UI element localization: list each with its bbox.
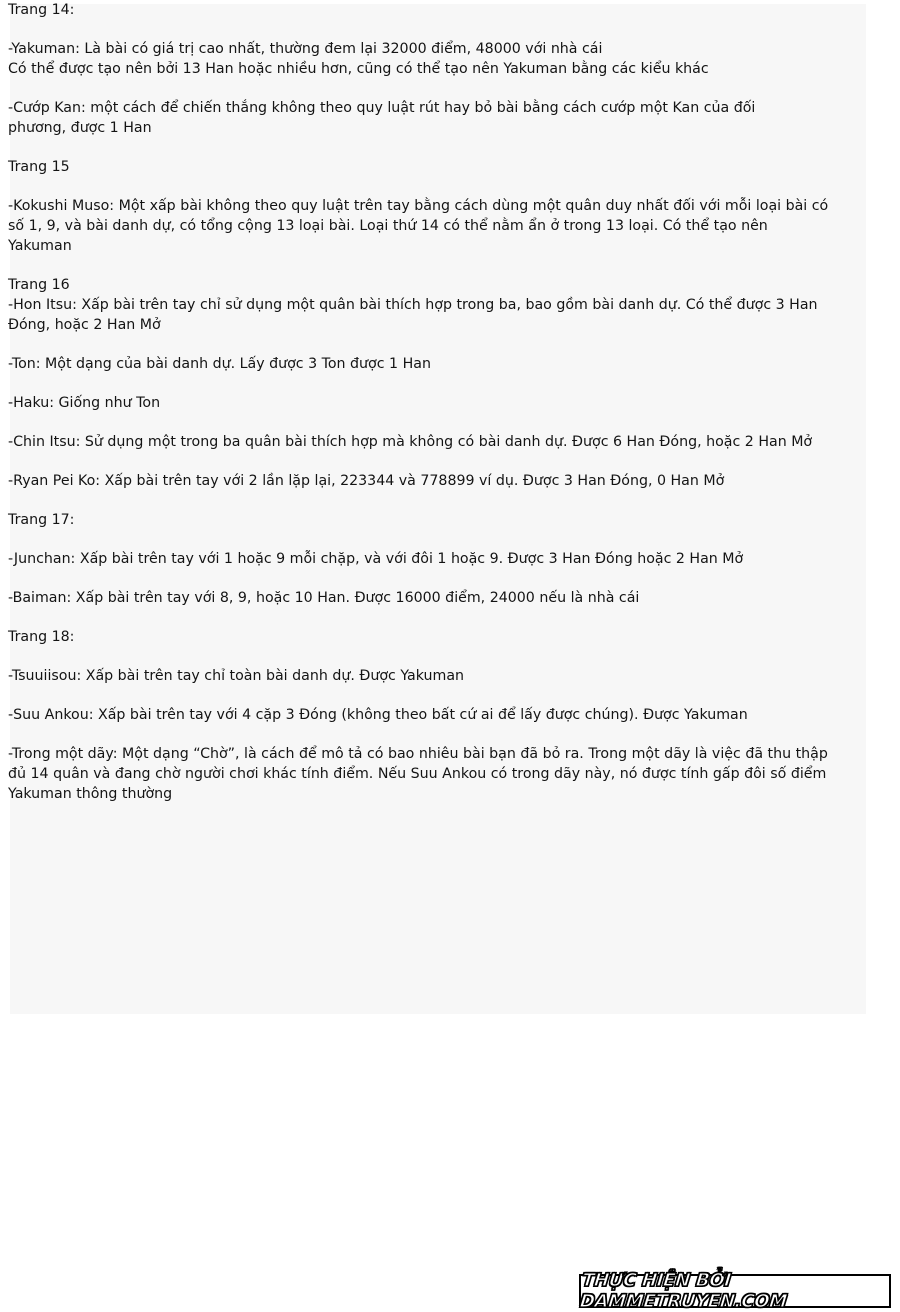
paragraph: -Cướp Kan: một cách để chiến thắng không theo quy luật rút hay bỏ bài bằng cách cướp một Kan của đối phương, được 1 Han bbox=[8, 100, 756, 136]
credit-text: THỰC HIỆN BỞI DAMMETRUYEN.COM bbox=[578, 1270, 788, 1312]
paragraph: Trang 15 bbox=[8, 159, 70, 175]
paragraph: -Ryan Pei Ko: Xấp bài trên tay với 2 lần lặp lại, 223344 và 778899 ví dụ. Được 3 Han Đóng, 0 Han Mở bbox=[8, 473, 725, 489]
paragraph-gap bbox=[8, 647, 858, 666]
paragraph-gap bbox=[8, 374, 858, 393]
paragraph-gap bbox=[8, 686, 858, 705]
paragraph: Trang 16 -Hon Itsu: Xấp bài trên tay chỉ sử dụng một quân bài thích hợp trong ba, bao gồm bài danh dự. Có thể được 3 Han Đóng, hoặc 2 Han Mở bbox=[8, 277, 818, 333]
paragraph-gap bbox=[8, 413, 858, 432]
paragraph: -Ton: Một dạng của bài danh dự. Lấy được 3 Ton được 1 Han bbox=[8, 356, 431, 372]
paragraph-gap bbox=[8, 608, 858, 627]
paragraph: -Kokushi Muso: Một xấp bài không theo quy luật trên tay bằng cách dùng một quân duy nhất đối với mỗi loại bài có số 1, 9, và bài danh dự, có tổng cộng 13 loại bài. Loại thứ 14 có thể nằm ẩn ở trong 13 loại. Có thể tạo nên Yakuman bbox=[8, 198, 829, 254]
paragraph: -Tsuuiisou: Xấp bài trên tay chỉ toàn bài danh dự. Được Yakuman bbox=[8, 668, 465, 684]
paragraph-gap bbox=[8, 491, 858, 510]
credit-badge bbox=[578, 1270, 891, 1312]
paragraph: -Haku: Giống như Ton bbox=[8, 395, 161, 411]
paragraph-gap bbox=[8, 177, 858, 196]
paragraph-gap bbox=[8, 335, 858, 354]
paragraph-gap bbox=[8, 20, 858, 39]
paragraph: -Yakuman: Là bài có giá trị cao nhất, thường đem lại 32000 điểm, 48000 với nhà cái Có thể được tạo nên bởi 13 Han hoặc nhiều hơn, cũng có thể tạo nên Yakuman bằng các kiểu khác bbox=[8, 41, 709, 77]
paragraph: -Junchan: Xấp bài trên tay với 1 hoặc 9 mỗi chặp, và với đôi 1 hoặc 9. Được 3 Han Đóng hoặc 2 Han Mở bbox=[8, 551, 744, 567]
paragraph-gap bbox=[8, 569, 858, 588]
paragraph-gap bbox=[8, 79, 858, 98]
paragraph-gap bbox=[8, 256, 858, 275]
paragraph: Trang 18: bbox=[8, 629, 75, 645]
paragraph-gap bbox=[8, 138, 858, 157]
paragraph: Trang 17: bbox=[8, 512, 75, 528]
paragraph-gap bbox=[8, 452, 858, 471]
translation-notes bbox=[8, 0, 858, 804]
paragraph: -Trong một dãy: Một dạng “Chờ”, là cách để mô tả có bao nhiêu bài bạn đã bỏ ra. Trong một dãy là việc đã thu thập đủ 14 quân và đang chờ người chơi khác tính điểm. Nếu Suu Ankou có trong dãy này, nó được tính gấp đôi số điểm Yakuman thông thường bbox=[8, 746, 828, 802]
paragraph: -Baiman: Xấp bài trên tay với 8, 9, hoặc 10 Han. Được 16000 điểm, 24000 nếu là nhà cái bbox=[8, 590, 640, 606]
paragraph: -Chin Itsu: Sử dụng một trong ba quân bài thích hợp mà không có bài danh dự. Được 6 Han Đóng, hoặc 2 Han Mở bbox=[8, 434, 813, 450]
paragraph: Trang 14: bbox=[8, 2, 75, 18]
paragraph-gap bbox=[8, 725, 858, 744]
paragraph-gap bbox=[8, 530, 858, 549]
paragraph: -Suu Ankou: Xấp bài trên tay với 4 cặp 3 Đóng (không theo bất cứ ai để lấy được chúng). Được Yakuman bbox=[8, 707, 748, 723]
